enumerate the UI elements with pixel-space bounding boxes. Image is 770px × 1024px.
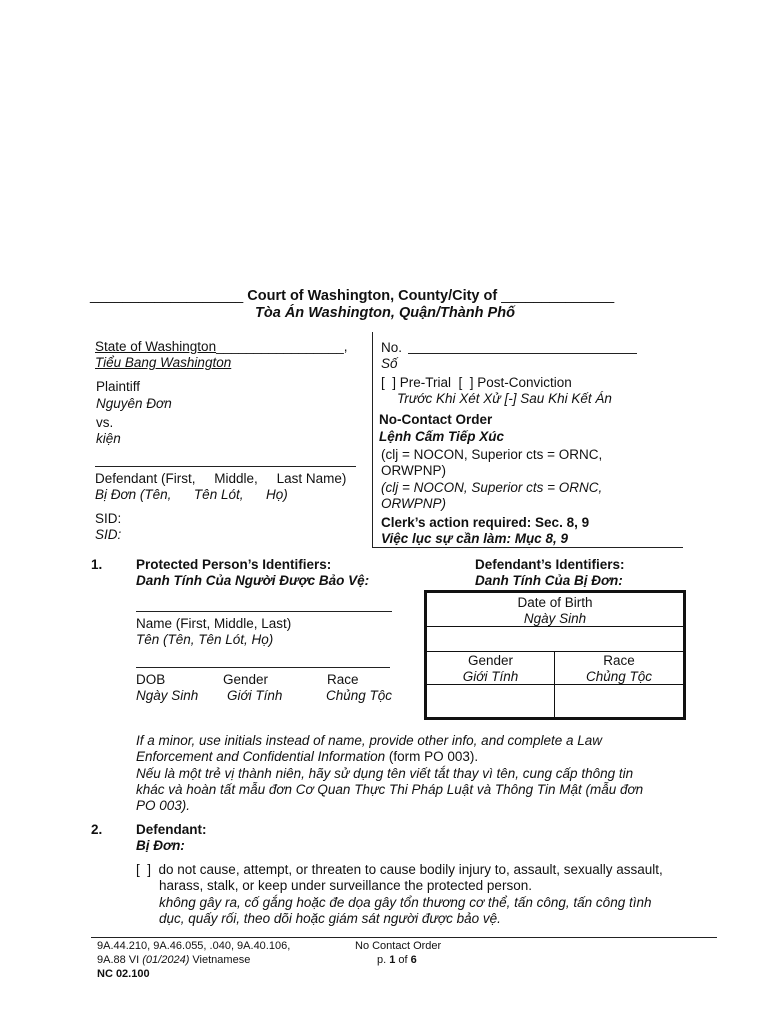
- case-number-label-vi: Số: [381, 356, 398, 371]
- codes-vi-line-1: (clj = NOCON, Superior cts = ORNC,: [381, 480, 603, 495]
- codes-vi-line-2: ORWPNP): [381, 496, 447, 511]
- city-blank: ______________: [501, 288, 615, 304]
- court-title: Court of Washington, County/City of: [247, 288, 498, 304]
- vs-label: vs.: [96, 415, 114, 430]
- order-title-vi: Lệnh Cấm Tiếp Xúc: [379, 429, 505, 444]
- minor-note-line-2: [136, 749, 478, 765]
- clerk-action: Clerk’s action required: Sec. 8, 9: [381, 515, 590, 530]
- court-heading: [90, 288, 614, 304]
- defendant-name-line[interactable]: [95, 466, 356, 467]
- section-2-title: Defendant:: [136, 822, 207, 837]
- footer-language: Vietnamese: [189, 954, 251, 966]
- footer-rule: [91, 937, 717, 938]
- table-race-label: Race: [603, 653, 635, 668]
- plaintiff-label: Plaintiff: [96, 379, 141, 394]
- defendant-identifiers-table: [424, 590, 686, 720]
- sid-label-vi: SID:: [95, 527, 122, 542]
- state-underline: _________________,: [216, 339, 348, 354]
- table-dob-value[interactable]: [427, 627, 683, 652]
- footer-rev-date: (01/2024): [142, 954, 190, 966]
- plaintiff-label-vi: Nguyên Đơn: [96, 396, 172, 411]
- protected-name-field[interactable]: [136, 611, 392, 612]
- table-dob-header: [427, 593, 683, 627]
- table-race-value[interactable]: [555, 685, 683, 717]
- order-title: No-Contact Order: [379, 412, 493, 427]
- state-label-vi: Tiểu Bang Washington: [95, 355, 232, 370]
- page-prefix: p.: [377, 954, 390, 966]
- page-of: of: [395, 954, 411, 966]
- court-title-vi: Tòa Án Washington, Quận/Thành Phố: [255, 305, 515, 321]
- clerk-action-vi: Việc lục sự cần làm: Mục 8, 9: [381, 531, 568, 546]
- protected-race-label: Race: [327, 672, 359, 687]
- section-2-title-vi: Bị Đơn:: [136, 838, 185, 853]
- no-harm-item-line-2: harass, stalk, or keep under surveillance the protected person.: [159, 878, 532, 893]
- no-harm-item-vi-line-2: dục, quấy rối, theo dõi hoặc giám sát người được bảo vệ.: [159, 911, 501, 926]
- footer-statutes: 9A.44.210, 9A.46.055, .040, 9A.40.106,: [97, 940, 291, 952]
- table-race-label-vi: Chủng Tộc: [585, 669, 653, 684]
- no-harm-item-vi-line-1: không gây ra, cố gắng hoặc đe dọa gây tổn thương cơ thể, tấn công, tấn công tình: [159, 895, 652, 910]
- case-number-label: No.: [381, 340, 403, 355]
- page-total: 6: [410, 954, 417, 966]
- footer-revision: [97, 953, 250, 967]
- codes-line-2: ORWPNP): [381, 463, 447, 478]
- table-gender-value[interactable]: [427, 685, 555, 717]
- minor-note-vi-line-1: Nếu là một trẻ vị thành niên, hãy sử dụng tên viết tắt thay vì tên, cung cấp thông tin: [136, 766, 634, 781]
- table-gender-label-vi: Giới Tính: [462, 669, 519, 684]
- minor-note-vi-line-2: khác và hoàn tất mẫu đơn Cơ Quan Thực Thi Pháp Luật và Thông Tin Mật (mẫu đơn: [136, 782, 644, 797]
- section-1-title: Protected Person’s Identifiers:: [136, 557, 332, 572]
- no-harm-checkbox-item[interactable]: [ ] do not cause, attempt, or threaten to cause bodily injury to, assault, sexually assault,: [136, 862, 663, 877]
- protected-gender-label-vi: Giới Tính: [227, 688, 283, 703]
- defendant-label: Defendant (First, Middle, Last Name): [95, 471, 347, 486]
- footer-page-number: [377, 953, 417, 967]
- case-number-field[interactable]: [408, 353, 637, 354]
- codes-line-1: (clj = NOCON, Superior cts = ORNC,: [381, 447, 603, 462]
- protected-name-label-vi: Tên (Tên, Tên Lót, Họ): [136, 632, 274, 647]
- table-dob-label: Date of Birth: [517, 595, 593, 610]
- defendant-label-vi: Bị Đơn (Tên, Tên Lót, Họ): [95, 487, 288, 502]
- footer-form-title: No Contact Order: [355, 940, 442, 952]
- minor-note-form-number: (form PO 003).: [385, 749, 479, 764]
- defendant-identifiers-title: Defendant’s Identifiers:: [475, 557, 625, 572]
- table-race-header: [555, 652, 683, 685]
- defendant-identifiers-title-vi: Danh Tính Của Bị Đơn:: [475, 573, 623, 588]
- minor-note-vi-line-3: PO 003).: [136, 798, 191, 813]
- minor-note-line-1: If a minor, use initials instead of name, provide other info, and complete a Law: [136, 733, 603, 748]
- footer-form-number: NC 02.100: [97, 968, 150, 980]
- trial-stage-checkboxes-vi: Trước Khi Xét Xử [-] Sau Khi Kết Án: [397, 391, 612, 406]
- protected-gender-label: Gender: [223, 672, 269, 687]
- sid-label: SID:: [95, 511, 122, 526]
- table-gender-label: Gender: [467, 653, 514, 668]
- protected-name-label: Name (First, Middle, Last): [136, 616, 292, 631]
- protected-race-label-vi: Chủng Tộc: [326, 688, 393, 703]
- minor-note-form-name: Enforcement and Confidential Information: [136, 749, 386, 764]
- protected-details-field[interactable]: [136, 667, 390, 668]
- state-line: [95, 339, 347, 355]
- state-label: State of Washington: [95, 339, 217, 354]
- vs-label-vi: kiện: [96, 431, 121, 446]
- section-1-number: 1.: [91, 557, 103, 572]
- page-current: 1: [389, 954, 396, 966]
- county-blank: ___________________: [90, 288, 244, 304]
- caption-divider: [372, 332, 373, 548]
- section-1-title-vi: Danh Tính Của Người Được Bảo Vệ:: [136, 573, 370, 588]
- protected-dob-label: DOB: [136, 672, 166, 687]
- trial-stage-checkboxes[interactable]: [ ] Pre-Trial [ ] Post-Conviction: [381, 375, 572, 390]
- table-gender-header: [427, 652, 555, 685]
- protected-dob-label-vi: Ngày Sinh: [136, 688, 199, 703]
- section-2-number: 2.: [91, 822, 103, 837]
- caption-bottom-rule: [372, 547, 683, 548]
- table-dob-label-vi: Ngày Sinh: [523, 611, 587, 626]
- footer-rev-statute: 9A.88 VI: [97, 954, 143, 966]
